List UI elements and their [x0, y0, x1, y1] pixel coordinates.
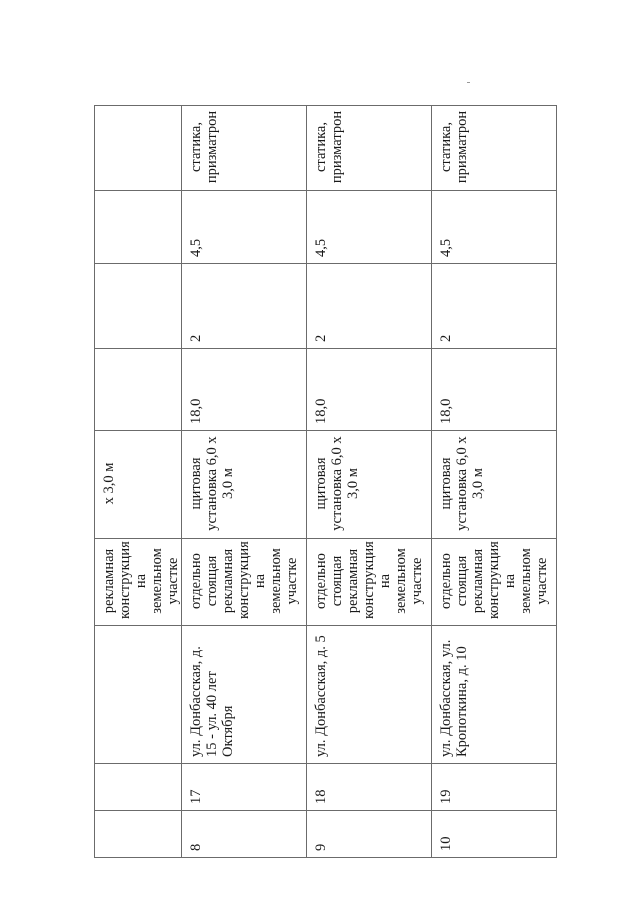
- cell-no: [95, 811, 182, 858]
- cell-tech: статика, призматрон: [307, 106, 432, 191]
- cell-tech: [95, 106, 182, 191]
- cell-no: 10: [432, 811, 557, 858]
- cell-height: 4,5: [182, 191, 307, 264]
- table-row: [432, 106, 557, 858]
- cell-sides: 2: [307, 264, 432, 349]
- cell-no: 8: [182, 811, 307, 858]
- table-row: [307, 106, 432, 858]
- cell-address: ул. Донбасская, д. 15 - ул. 40 лет Октября: [182, 626, 307, 764]
- cell-place: 18: [307, 764, 432, 811]
- cell-height: 4,5: [432, 191, 557, 264]
- cell-height: 4,5: [307, 191, 432, 264]
- cell-place: 17: [182, 764, 307, 811]
- advertising-structures-table: [94, 105, 557, 858]
- cell-address: ул. Донбасская, ул. Кропоткина, д. 10: [432, 626, 557, 764]
- cell-type: рекламная конструкция на земельном участке: [95, 539, 182, 626]
- cell-type: отдельно стоящая рекламная конструкция на земельном участке: [182, 539, 307, 626]
- cell-area: [95, 349, 182, 431]
- cell-address: ул. Донбасская, д. 5: [307, 626, 432, 764]
- cell-place: [95, 764, 182, 811]
- cell-size: щитовая установка 6,0 х 3,0 м: [182, 431, 307, 539]
- continuation-row: [95, 106, 182, 858]
- cell-area: 18,0: [182, 349, 307, 431]
- cell-no: 9: [307, 811, 432, 858]
- cell-tech: статика, призматрон: [432, 106, 557, 191]
- table-row: [182, 106, 307, 858]
- cell-sides: [95, 264, 182, 349]
- scan-speck: [467, 82, 470, 83]
- cell-type: отдельно стоящая рекламная конструкция на земельном участке: [432, 539, 557, 626]
- cell-area: 18,0: [432, 349, 557, 431]
- rotated-table-wrapper: [94, 106, 550, 858]
- cell-sides: 2: [182, 264, 307, 349]
- cell-address: [95, 626, 182, 764]
- cell-type: отдельно стоящая рекламная конструкция на земельном участке: [307, 539, 432, 626]
- cell-place: 19: [432, 764, 557, 811]
- cell-area: 18,0: [307, 349, 432, 431]
- cell-size: х 3,0 м: [95, 431, 182, 539]
- cell-size: щитовая установка 6,0 х 3,0 м: [307, 431, 432, 539]
- cell-tech: статика, призматрон: [182, 106, 307, 191]
- cell-sides: 2: [432, 264, 557, 349]
- cell-size: щитовая установка 6,0 х 3,0 м: [432, 431, 557, 539]
- cell-height: [95, 191, 182, 264]
